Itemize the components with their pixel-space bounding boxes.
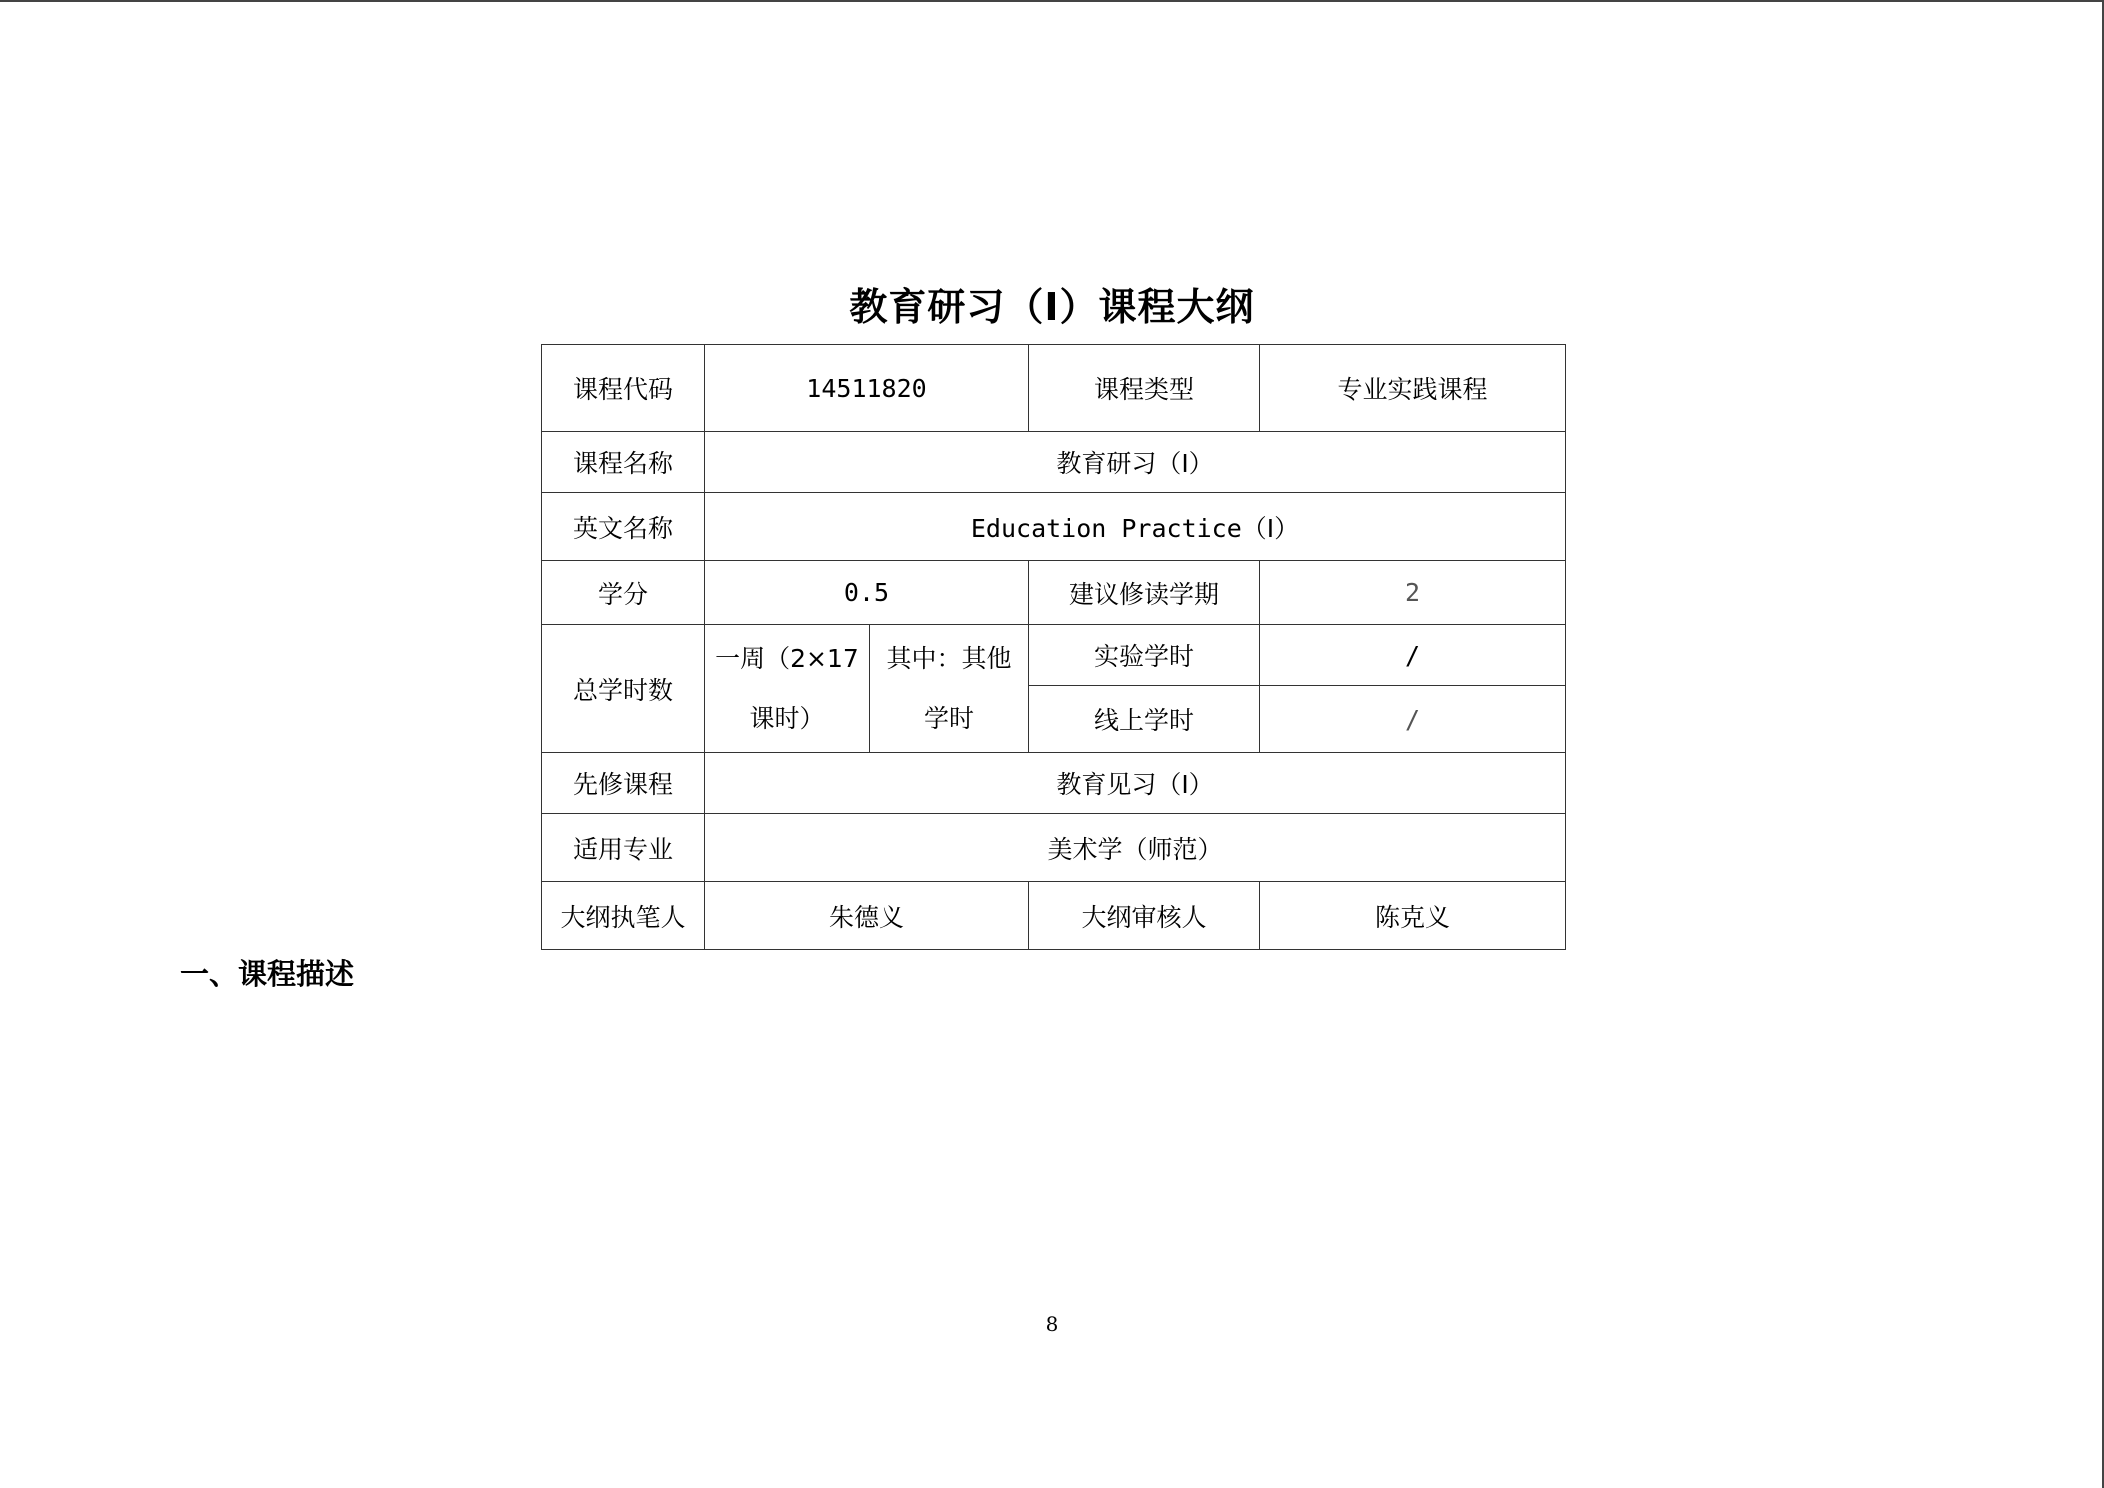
course-name-label: 课程名称 [542, 432, 705, 493]
section-heading: 一、课程描述 [180, 957, 355, 991]
credit-value: 0.5 [705, 561, 1029, 625]
prerequisite-value: 教育见习（Ⅰ） [705, 753, 1566, 814]
table-row [542, 814, 1566, 882]
major-label: 适用专业 [542, 814, 705, 882]
semester-value: 2 [1260, 561, 1566, 625]
course-type-label: 课程类型 [1029, 345, 1260, 432]
english-name-label: 英文名称 [542, 493, 705, 561]
total-hours-line1: 一周（2×17 [715, 643, 859, 673]
table-row [542, 561, 1566, 625]
prerequisite-label: 先修课程 [542, 753, 705, 814]
table-row [542, 493, 1566, 561]
course-code-label: 课程代码 [542, 345, 705, 432]
major-value: 美术学（师范） [705, 814, 1566, 882]
semester-label: 建议修读学期 [1029, 561, 1260, 625]
total-hours-value [705, 625, 870, 753]
reviewer-value: 陈克义 [1260, 882, 1566, 950]
page-top-border [0, 0, 2104, 2]
other-hours-value [870, 625, 1029, 753]
course-code-value: 14511820 [705, 345, 1029, 432]
page-number: 8 [1045, 1312, 1059, 1336]
course-name-value: 教育研习（Ⅰ） [705, 432, 1566, 493]
document-title: 教育研习（Ⅰ）课程大纲 [849, 285, 1255, 329]
online-hours-label: 线上学时 [1029, 686, 1260, 753]
course-type-value: 专业实践课程 [1260, 345, 1566, 432]
total-hours-line2: 课时） [749, 703, 825, 733]
course-info-table [541, 344, 1566, 950]
table-row [542, 753, 1566, 814]
total-hours-label: 总学时数 [542, 625, 705, 753]
table-row [542, 345, 1566, 432]
author-label: 大纲执笔人 [542, 882, 705, 950]
other-hours-line1: 其中：其他 [886, 643, 1012, 673]
credit-label: 学分 [542, 561, 705, 625]
table-row [542, 882, 1566, 950]
reviewer-label: 大纲审核人 [1029, 882, 1260, 950]
table-row [542, 432, 1566, 493]
lab-hours-label: 实验学时 [1029, 625, 1260, 686]
author-value: 朱德义 [705, 882, 1029, 950]
table-row [542, 625, 1566, 686]
english-name-value: Education Practice（Ⅰ） [705, 493, 1566, 561]
online-hours-value: / [1260, 686, 1566, 753]
lab-hours-value: / [1260, 625, 1566, 686]
other-hours-line2: 学时 [924, 703, 975, 733]
